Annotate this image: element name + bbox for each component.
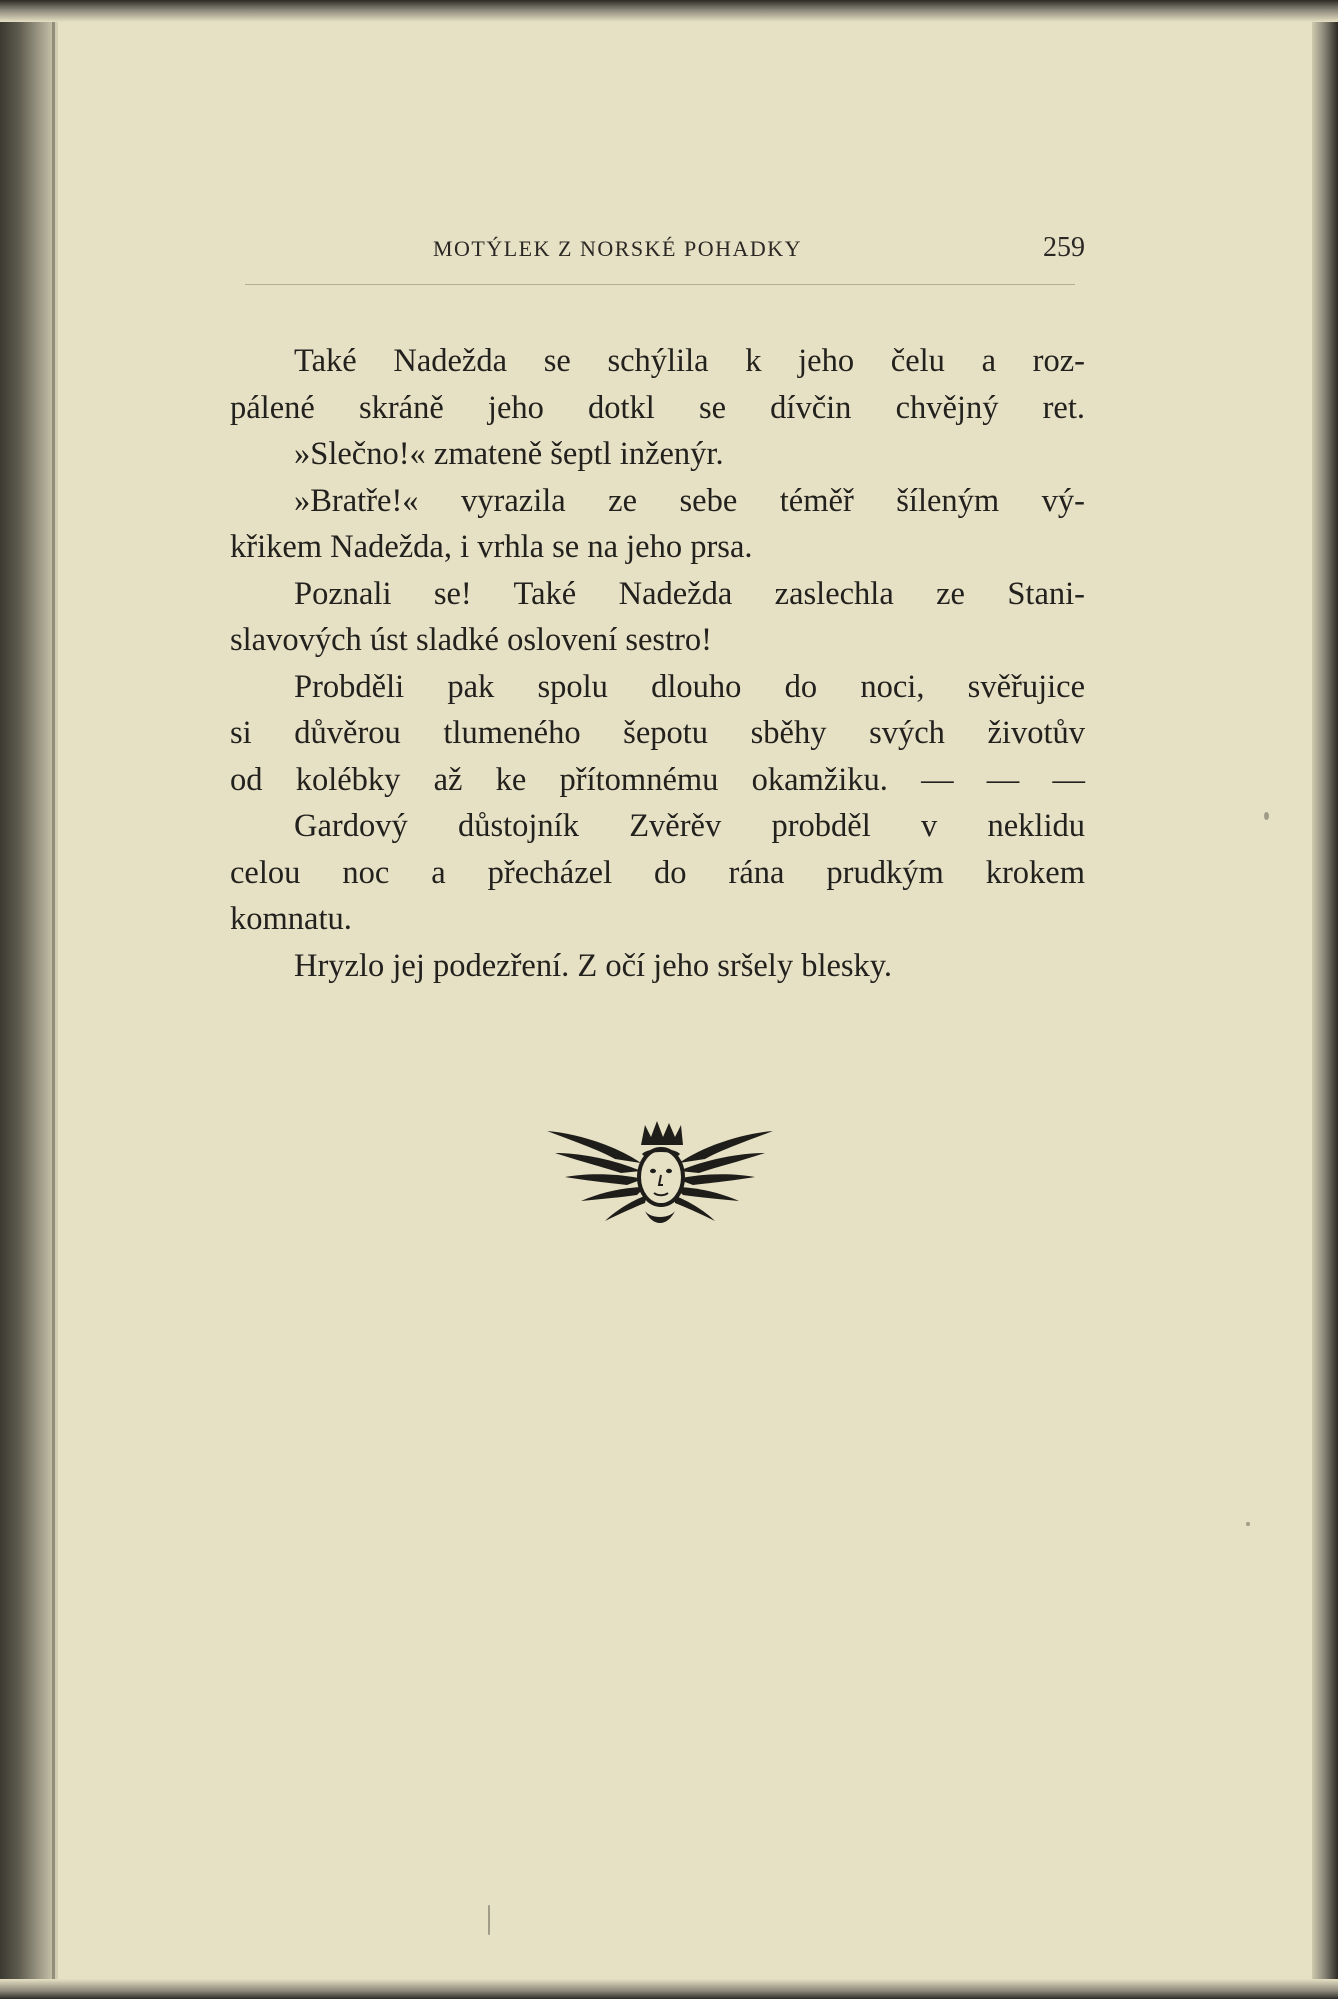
text-line: »Slečno!« zmateně šeptl inženýr. (294, 436, 724, 472)
text-line: »Bratře!« vyrazila ze sebe téměř šíleným vý- (294, 482, 1085, 519)
book-gutter (0, 0, 58, 1999)
text-line: Gardový důstojník Zvěrěv probděl v neklidu (294, 808, 1085, 844)
running-title: MOTÝLEK Z NORSKÉ POHADKY (432, 236, 803, 261)
paper-spot (488, 1905, 490, 1935)
body-text (230, 338, 1085, 989)
text-line: od kolébky až ke přítomnému okamžiku. — — — (230, 761, 1085, 798)
page-top-edge (0, 0, 1338, 22)
page-number: 259 (1043, 232, 1085, 263)
text-line: celou noc a přecházel do rána prudkým krokem (230, 854, 1085, 891)
page-bottom-edge (0, 1979, 1338, 1999)
text-line: Hryzlo jej podezření. Z očí jeho sršely blesky. (294, 947, 893, 984)
text-line: pálené skráně jeho dotkl se dívčin chvějný ret. (230, 389, 1085, 426)
page-right-edge (1312, 0, 1338, 1999)
text-line: Probděli pak spolu dlouho do noci, svěřujice (294, 668, 1085, 705)
text-line: Také Nadežda se schýlila k jeho čelu a roz- (294, 343, 1085, 379)
gutter-line (52, 0, 55, 1999)
paper-spot (1264, 812, 1269, 820)
text-line: slavových úst sladké oslovení sestro! (230, 622, 713, 658)
text-line: komnatu. (230, 901, 352, 937)
text-line: křikem Nadežda, i vrhla se na jeho prsa. (230, 529, 753, 565)
paper-spot (1246, 1522, 1250, 1526)
text-line: Poznali se! Také Nadežda zaslechla ze Stani- (294, 575, 1085, 612)
text-line: si důvěrou tlumeného šepotu sběhy svých životův (230, 715, 1085, 751)
running-head (230, 232, 1085, 272)
header-rule (245, 284, 1075, 285)
winged-cherub-icon (545, 1115, 775, 1231)
